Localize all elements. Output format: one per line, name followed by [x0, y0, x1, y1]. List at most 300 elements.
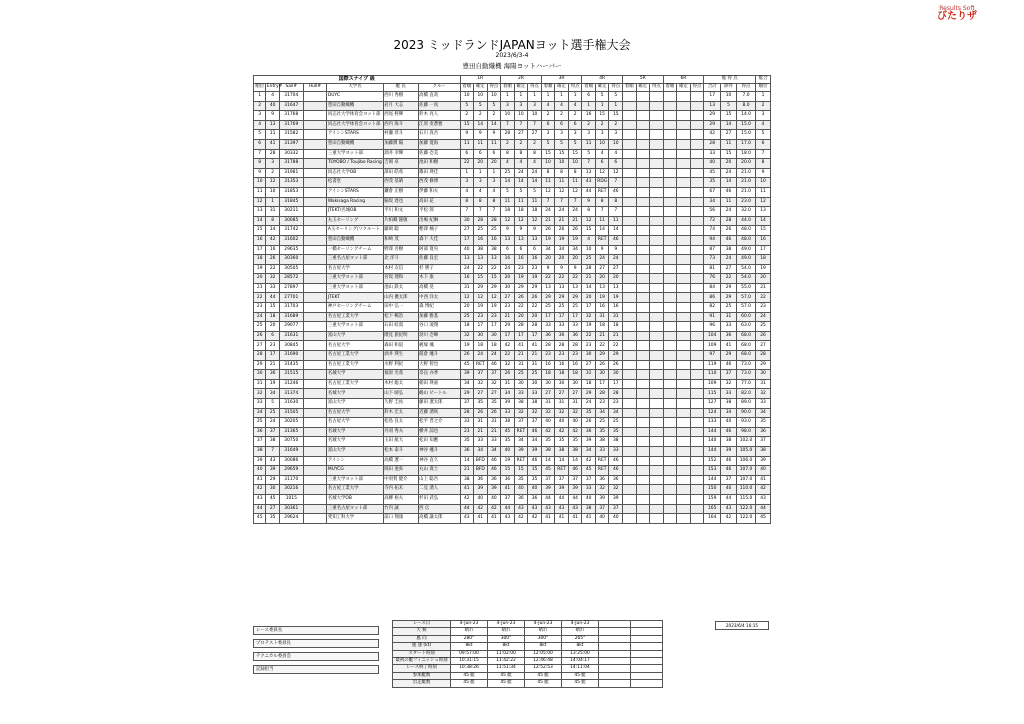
cell: 三重大学ヨット部: [327, 322, 383, 332]
cell: 40: [756, 466, 771, 476]
race-cell: 5: [609, 92, 623, 102]
race-cell: 34: [582, 446, 596, 456]
race-cell: [663, 341, 677, 351]
race-cell: 11: [568, 178, 582, 188]
race-cell: [623, 370, 637, 380]
race-cell: 11: [609, 216, 623, 226]
cell: 7: [266, 446, 280, 456]
race-cell: 24: [487, 351, 501, 361]
race-cell: 20: [595, 274, 609, 284]
cell: 7: [756, 149, 771, 159]
race-cell: 25: [528, 370, 542, 380]
cell: 14.0: [736, 111, 755, 121]
cell: 46: [721, 466, 737, 476]
race-cell: 5: [460, 101, 474, 111]
sub-header: 着順: [541, 84, 555, 92]
race-info-value: 45 艇: [451, 672, 488, 679]
race-cell: 15: [609, 111, 623, 121]
race-cell: 7: [541, 197, 555, 207]
race-cell: 27: [501, 293, 515, 303]
race-cell: 9: [528, 226, 542, 236]
race-cell: 6: [555, 120, 569, 130]
race-info-value: 14:11:04: [562, 665, 599, 672]
race-cell: [677, 475, 691, 485]
race-cell: 23: [555, 351, 569, 361]
race-cell: 35: [487, 399, 501, 409]
cell: 31703: [279, 303, 303, 313]
race-cell: 14: [595, 226, 609, 236]
race-cell: 6: [487, 149, 501, 159]
cell: 35: [266, 514, 280, 524]
race-cell: [663, 226, 677, 236]
cell: [303, 92, 327, 102]
race-cell: 1: [474, 168, 488, 178]
race-cell: 22: [609, 341, 623, 351]
table-row: [254, 370, 771, 380]
cell: 46: [721, 235, 737, 245]
print-timestamp: 2023/6/4 16:15: [715, 621, 769, 630]
cell: 42: [254, 485, 266, 495]
race-cell: 32: [514, 408, 528, 418]
cell: 佐藤 良宏: [418, 255, 460, 265]
total-sub-header: 除外: [721, 84, 737, 92]
cell: 高橋 晃: [418, 283, 460, 293]
race-cell: [690, 312, 704, 322]
race-cell: 34: [460, 379, 474, 389]
race-cell: 37: [541, 475, 555, 485]
cell: 31515: [279, 370, 303, 380]
race-cell: 7: [568, 197, 582, 207]
cell: 27: [254, 341, 266, 351]
race-cell: [663, 178, 677, 188]
cell: 24: [721, 255, 737, 265]
race-cell: 41: [555, 514, 569, 524]
race-cell: 21: [460, 466, 474, 476]
cell: 片柏卿 隆敏: [383, 216, 418, 226]
race-info-row: [393, 628, 663, 635]
race-cell: 11: [528, 197, 542, 207]
race-cell: 44: [568, 494, 582, 504]
signature-block: [253, 665, 379, 674]
race-cell: 19: [514, 274, 528, 284]
race-cell: [663, 235, 677, 245]
race-cell: [650, 245, 664, 255]
cell: 名城大学: [327, 437, 383, 447]
race-cell: 28: [474, 216, 488, 226]
cell: [303, 187, 327, 197]
race-cell: 26: [528, 293, 542, 303]
race-info-row: [393, 657, 663, 664]
race-cell: 32: [528, 408, 542, 418]
race-cell: 22: [514, 303, 528, 313]
cell: 43: [254, 494, 266, 504]
cell: 35: [704, 178, 721, 188]
race-cell: [623, 504, 637, 514]
race-cell: 22: [568, 274, 582, 284]
race-cell: [623, 216, 637, 226]
cell: 34: [254, 408, 266, 418]
race-cell: 46: [528, 456, 542, 466]
race-info-row: [393, 672, 663, 679]
cell: 38: [721, 437, 737, 447]
race-cell: 13: [541, 283, 555, 293]
race-info-value: 13:25:00: [562, 650, 599, 657]
race-cell: 15: [528, 466, 542, 476]
cell: 水野 利紀: [383, 360, 418, 370]
race-cell: 27: [568, 389, 582, 399]
cell: 97: [704, 351, 721, 361]
race-cell: [677, 360, 691, 370]
cell: [303, 427, 327, 437]
race-cell: 3: [487, 178, 501, 188]
race-cell: 7: [501, 120, 515, 130]
race-cell: [690, 149, 704, 159]
race-cell: [677, 187, 691, 197]
sub-header: 確定: [595, 84, 609, 92]
race-cell: RET: [595, 235, 609, 245]
cell: 高橋 謙太郎: [418, 514, 460, 524]
cell: 名城大学: [327, 370, 383, 380]
race-info-value: 8kt: [488, 643, 525, 650]
cell: [303, 216, 327, 226]
race-cell: 5: [487, 101, 501, 111]
race-cell: 20: [609, 274, 623, 284]
race-cell: [636, 504, 650, 514]
cell: [303, 178, 327, 188]
race-cell: 26: [487, 408, 501, 418]
race-cell: 17: [541, 312, 555, 322]
race-cell: 4: [568, 101, 582, 111]
cell: 名古屋大学: [327, 418, 383, 428]
race-cell: [623, 139, 637, 149]
cell: 10: [254, 178, 266, 188]
race-cell: 46: [609, 466, 623, 476]
race-cell: 46: [487, 360, 501, 370]
race-cell: [636, 360, 650, 370]
race-info-value: 45 艇: [451, 680, 488, 687]
race-cell: 13: [487, 255, 501, 265]
cell: [303, 168, 327, 178]
cell: 阿部 寛央: [418, 245, 460, 255]
race-cell: [663, 427, 677, 437]
cell: 48.0: [736, 226, 755, 236]
cell: 44.0: [736, 216, 755, 226]
race-cell: 24: [474, 351, 488, 361]
race-cell: [690, 130, 704, 140]
race-cell: 25: [582, 255, 596, 265]
cell: 14: [721, 120, 737, 130]
cell: 122.0: [736, 514, 755, 524]
cell: 同志社大学OB: [327, 168, 383, 178]
table-row: [254, 437, 771, 447]
race-cell: 31: [582, 370, 596, 380]
cell: 名古屋工業大学: [327, 485, 383, 495]
cell: 36: [254, 427, 266, 437]
table-row: [254, 216, 771, 226]
cell: [303, 312, 327, 322]
cell: 29: [704, 111, 721, 121]
cell: 38: [266, 437, 280, 447]
cell: [303, 331, 327, 341]
cell: 55.0: [736, 283, 755, 293]
race-cell: 21: [528, 351, 542, 361]
cell: [303, 111, 327, 121]
race-cell: 39: [528, 446, 542, 456]
race-cell: [677, 466, 691, 476]
cell: 32: [266, 274, 280, 284]
race-cell: [677, 504, 691, 514]
race-cell: 39: [609, 494, 623, 504]
race-info-row: [393, 665, 663, 672]
race-cell: 35: [568, 437, 582, 447]
cell: 29: [721, 351, 737, 361]
race-cell: [650, 111, 664, 121]
race-cell: 22: [474, 264, 488, 274]
cell: 14: [756, 216, 771, 226]
cell: 3: [266, 159, 280, 169]
race-cell: 43: [568, 504, 582, 514]
cell: 佐藤 壱美: [418, 149, 460, 159]
cell: 13: [266, 120, 280, 130]
race-cell: [663, 168, 677, 178]
cell: 27: [756, 341, 771, 351]
race-cell: 4: [555, 101, 569, 111]
race-cell: 33: [541, 322, 555, 332]
cell: 大野 智也: [418, 360, 460, 370]
cell: 20: [266, 322, 280, 332]
cell: 41: [756, 475, 771, 485]
race-cell: 31: [568, 399, 582, 409]
race-cell: 44: [541, 494, 555, 504]
sub-header: 着順: [582, 84, 596, 92]
cell: 73.0: [736, 370, 755, 380]
race-cell: [623, 379, 637, 389]
race-cell: [650, 226, 664, 236]
race-cell: [636, 331, 650, 341]
cell: 鈴木 宏太: [383, 408, 418, 418]
cell: 平松 郎: [418, 207, 460, 217]
cell: 樫澤 楠子: [418, 226, 460, 236]
race-cell: 9: [460, 130, 474, 140]
race-cell: 40: [474, 494, 488, 504]
cell: 森下 大佳: [418, 235, 460, 245]
sub-header: 得点: [487, 84, 501, 92]
cell: 宮坂 理和: [383, 274, 418, 284]
race-cell: 40: [555, 418, 569, 428]
race-info-value: 09:57:00: [451, 650, 488, 657]
cell: 165: [704, 504, 721, 514]
race-cell: 12: [568, 187, 582, 197]
race-cell: 23: [541, 351, 555, 361]
race-info-value: 8kt: [562, 643, 599, 650]
race-cell: 42: [528, 514, 542, 524]
race-cell: [663, 514, 677, 524]
cell: 17: [266, 351, 280, 361]
table-row: [254, 111, 771, 121]
race-cell: 32: [595, 485, 609, 495]
cell: 37: [721, 370, 737, 380]
race-cell: [677, 149, 691, 159]
race-cell: 25: [568, 303, 582, 313]
cell: 神戸セーリングチーム: [327, 303, 383, 313]
race-cell: 14: [528, 178, 542, 188]
race-cell: 17: [595, 379, 609, 389]
race-cell: [636, 341, 650, 351]
cell: 68.0: [736, 341, 755, 351]
race-info-value: 4-Jun-23: [451, 621, 488, 628]
race-cell: [623, 312, 637, 322]
race-cell: [650, 312, 664, 322]
column-header: クルー: [418, 84, 460, 92]
cell: 田中 弘一: [383, 303, 418, 313]
cell: 14: [254, 216, 266, 226]
cell: 94: [704, 235, 721, 245]
cell: 酒井 幸輝: [383, 149, 418, 159]
race-cell: [677, 485, 691, 495]
cell: 24: [254, 312, 266, 322]
table-row: [254, 303, 771, 313]
race-cell: 17: [555, 312, 569, 322]
race-cell: [623, 111, 637, 121]
race-cell: 10: [460, 92, 474, 102]
race-cell: 24: [528, 168, 542, 178]
cell: 出嶋 紀琳: [418, 216, 460, 226]
cell: 6: [756, 139, 771, 149]
race-cell: 18: [487, 341, 501, 351]
race-cell: [663, 485, 677, 495]
cell: 19: [266, 379, 280, 389]
cell: 34: [704, 197, 721, 207]
race-cell: 10: [501, 111, 515, 121]
cell: 野澤 吾樹: [383, 245, 418, 255]
cell: 16: [266, 245, 280, 255]
race-cell: 28: [487, 216, 501, 226]
race-cell: [636, 149, 650, 159]
cell: 木村 友信: [383, 264, 418, 274]
race-info-value: [599, 665, 631, 672]
table-row: [254, 197, 771, 207]
race-cell: 20: [528, 312, 542, 322]
cell: 3: [254, 111, 266, 121]
rank-header: 順位: [756, 84, 771, 92]
race-cell: 1: [595, 101, 609, 111]
race-cell: 2: [541, 111, 555, 121]
race-cell: 24: [555, 207, 569, 217]
race-cell: [690, 494, 704, 504]
race-cell: 25: [555, 303, 569, 313]
race-cell: 22: [595, 341, 609, 351]
race-cell: 44: [460, 504, 474, 514]
race-cell: 27: [609, 264, 623, 274]
race-cell: [650, 283, 664, 293]
table-row: [254, 514, 771, 524]
column-header: Entry#: [266, 84, 280, 92]
race-cell: 41: [541, 514, 555, 524]
cell: 近藤 湧咲: [418, 408, 460, 418]
cell: 144: [704, 446, 721, 456]
cell: 45: [254, 514, 266, 524]
race-cell: 26: [460, 351, 474, 361]
race-cell: BFD: [474, 466, 488, 476]
race-info-value: 晴れ: [525, 628, 562, 635]
race-cell: 4: [582, 235, 596, 245]
race-cell: 20: [514, 312, 528, 322]
cell: 16: [756, 235, 771, 245]
table-row: [254, 475, 771, 485]
race-cell: [690, 418, 704, 428]
cell: [303, 466, 327, 476]
cell: 43: [266, 456, 280, 466]
cell: 31: [756, 379, 771, 389]
cell: [303, 504, 327, 514]
race-cell: [677, 178, 691, 188]
race-cell: [677, 418, 691, 428]
table-row: [254, 456, 771, 466]
cell: 5: [254, 130, 266, 140]
cell: [303, 130, 327, 140]
race-cell: 33: [474, 437, 488, 447]
cell: 29: [721, 293, 737, 303]
race-cell: [663, 466, 677, 476]
race-cell: [690, 341, 704, 351]
race-cell: 31: [609, 312, 623, 322]
race-cell: 8: [487, 197, 501, 207]
race-cell: [677, 456, 691, 466]
signature-label: プロテスト委員長: [253, 639, 379, 648]
race-cell: [690, 360, 704, 370]
cell: [303, 456, 327, 466]
race-cell: 10: [582, 245, 596, 255]
race-cell: 33: [528, 389, 542, 399]
race-cell: 23: [568, 351, 582, 361]
race-cell: [636, 178, 650, 188]
race-cell: 40: [582, 494, 596, 504]
race-cell: 33: [514, 389, 528, 399]
race-cell: 9: [555, 264, 569, 274]
cell: 31769: [279, 120, 303, 130]
cell: 加藤 雅基: [418, 312, 460, 322]
race-info-row: [393, 650, 663, 657]
logo-line2: びたりザ: [937, 11, 977, 22]
race-info-value: 14:04:17: [562, 657, 599, 664]
sub-header: 得点: [690, 84, 704, 92]
race-cell: [677, 389, 691, 399]
race-cell: 35: [595, 427, 609, 437]
event-date: 2023/6/3-4: [495, 52, 529, 59]
cell: 11: [756, 187, 771, 197]
race-cell: 36: [460, 446, 474, 456]
race-cell: [623, 255, 637, 265]
table-row: [254, 149, 771, 159]
cell: 102.0: [736, 437, 755, 447]
race-cell: 35: [501, 437, 515, 447]
cell: 31: [721, 312, 737, 322]
cell: 石川 真吾: [418, 130, 460, 140]
race-info-value: 11:51:34: [488, 665, 525, 672]
race-cell: 12: [514, 216, 528, 226]
race-info-value: 晴れ: [451, 628, 488, 635]
race-cell: 10: [541, 159, 555, 169]
race-cell: 15: [474, 274, 488, 284]
race-cell: 18: [528, 207, 542, 217]
class-label: 国際スナイプ 級: [254, 76, 461, 84]
race-cell: [690, 466, 704, 476]
race-cell: 3: [555, 130, 569, 140]
cell: 鈴木 亮人: [418, 111, 460, 121]
race-cell: 13: [501, 235, 515, 245]
cell: 26: [266, 255, 280, 265]
race-cell: 40: [514, 485, 528, 495]
